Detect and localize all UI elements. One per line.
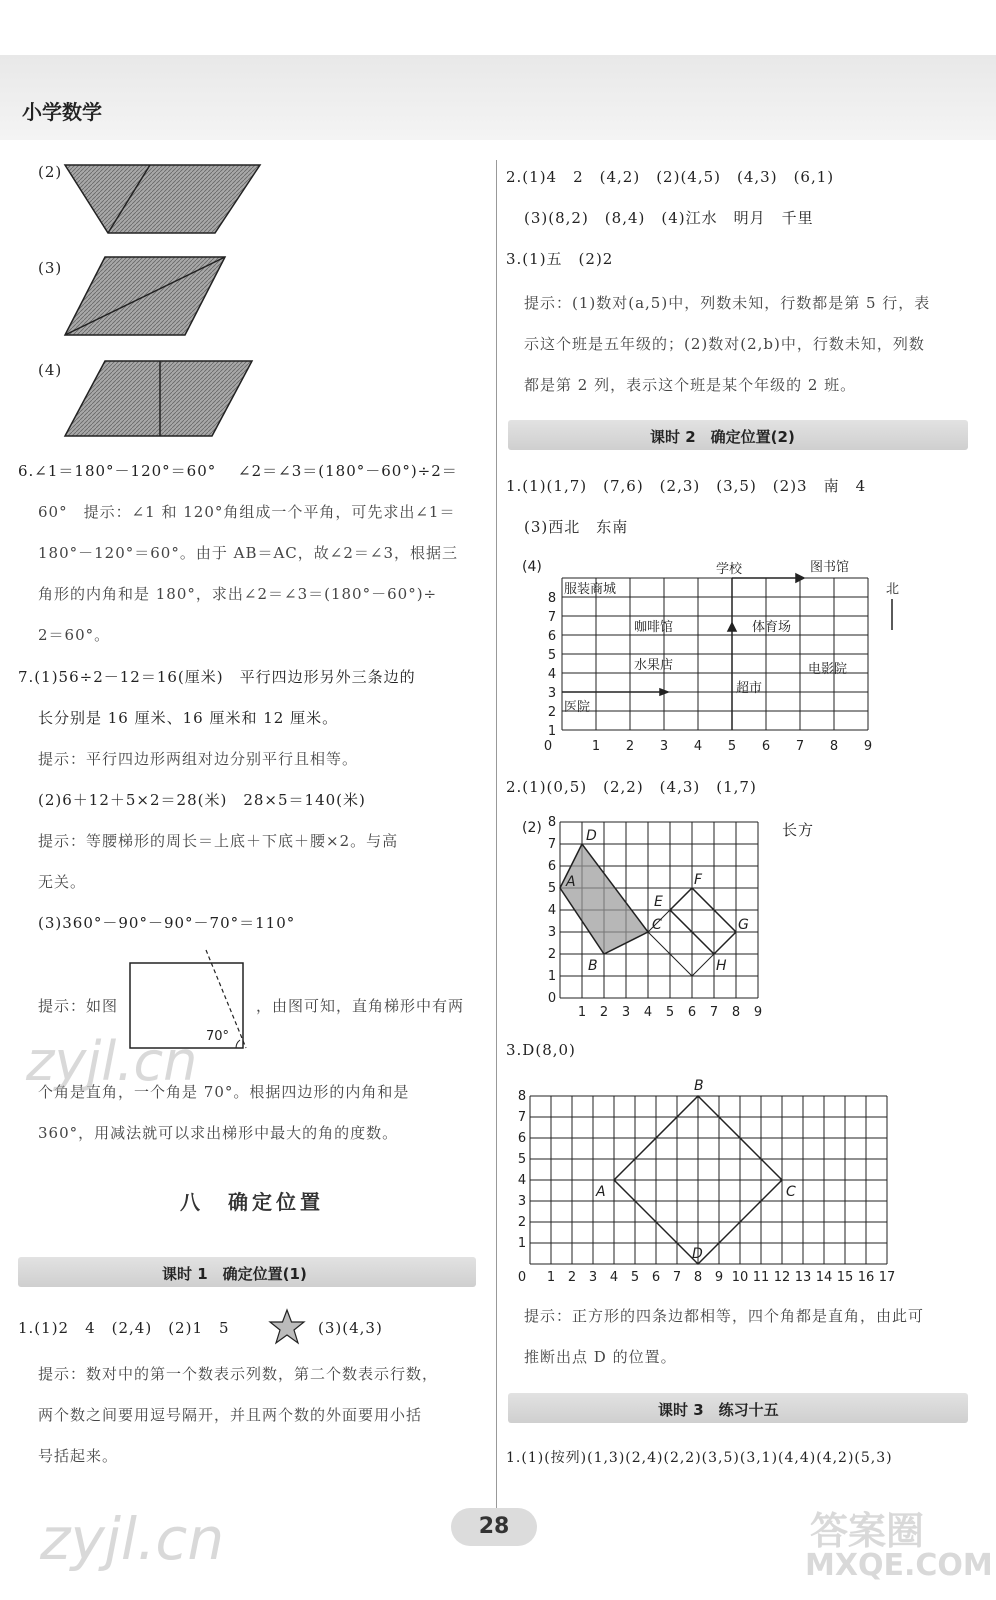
l1-hint-1: 提示：数对中的第一个数表示列数，第二个数表示行数，	[38, 1365, 439, 1383]
svg-text:4: 4	[547, 903, 557, 918]
svg-text:3: 3	[588, 1270, 598, 1285]
l1-q1-before: 1.(1)2 4 (2,4) (2)1 5	[18, 1319, 230, 1337]
map-y-tick-4: 4	[547, 667, 557, 682]
map-y-tick-3: 3	[547, 686, 557, 701]
map-grid	[562, 578, 868, 730]
svg-text:10: 10	[731, 1270, 749, 1285]
watermark-3: 答案圈	[810, 1509, 925, 1553]
map-y-tick-1: 1	[547, 724, 557, 739]
svg-text:3: 3	[621, 1005, 631, 1020]
square-grid	[512, 1076, 897, 1288]
place-2: 咖啡馆	[634, 620, 674, 635]
q7-p1-line-1: 7.(1)56÷2－12＝16(厘米) 平行四边形另外三条边的	[18, 668, 416, 686]
svg-text:2: 2	[567, 1270, 577, 1285]
svg-text:7: 7	[672, 1270, 682, 1285]
svg-text:11: 11	[752, 1270, 770, 1285]
svg-text:9: 9	[753, 1005, 763, 1020]
q7-p3-hint-after: ，由图可知，直角梯形中有两	[256, 997, 465, 1015]
l1-hint-3: 号括起来。	[38, 1447, 119, 1465]
watermark-1: zyjl.cn	[26, 1030, 198, 1093]
svg-text:5: 5	[630, 1270, 640, 1285]
map-y-tick-6: 6	[547, 629, 557, 644]
grid3-point-B: B	[694, 1078, 704, 1094]
angle-label: 70°	[206, 1029, 230, 1044]
figure-4	[60, 356, 260, 441]
svg-text:8: 8	[517, 1089, 527, 1104]
svg-text:2: 2	[517, 1215, 527, 1230]
north-label: 北	[886, 582, 900, 597]
fig-label-3: (3)	[38, 259, 63, 277]
svg-text:1: 1	[546, 1270, 556, 1285]
r-q3-hint-1: 提示：(1)数对(a,5)中，列数未知，行数都是第 5 行，表	[524, 294, 931, 312]
r-q3-hint-3: 都是第 2 列，表示这个班是某个年级的 2 班。	[524, 376, 857, 394]
fig-label-4: (4)	[38, 361, 63, 379]
svg-text:0: 0	[517, 1270, 527, 1285]
header-band	[0, 55, 996, 140]
r-q3-hint-2: 示这个班是五年级的；(2)数对(2,b)中，行数未知，列数	[524, 335, 925, 353]
fig-label-2: (2)	[38, 163, 63, 181]
q7-p1-line-2: 长分别是 16 厘米、16 厘米和 12 厘米。	[38, 709, 339, 727]
map-x-tick-3: 3	[659, 739, 669, 754]
svg-text:7: 7	[709, 1005, 719, 1020]
svg-text:5: 5	[547, 881, 557, 896]
map-x-tick-2: 2	[625, 739, 635, 754]
map-y-tick-7: 7	[547, 610, 557, 625]
figure-3	[60, 252, 230, 342]
map-x-tick-9: 9	[863, 739, 873, 754]
position-map	[518, 555, 908, 760]
q7-p2-hint-2: 无关。	[38, 873, 87, 891]
grid2-point-H: H	[716, 958, 727, 974]
svg-text:5: 5	[665, 1005, 675, 1020]
svg-text:4: 4	[517, 1173, 527, 1188]
q7-p3-line-2: 个角是直角，一个角是 70°。根据四边形的内角和是	[38, 1083, 410, 1101]
l3-q1: 1.(1)(按列)(1,3)(2,4)(2,2)(3,5)(3,1)(4,4)(4,2)(5,3)	[506, 1450, 893, 1466]
map-y-tick-8: 8	[547, 591, 557, 606]
svg-text:17: 17	[878, 1270, 896, 1285]
l2-q3-hint-1: 提示：正方形的四条边都相等，四个角都是直角，由此可	[524, 1307, 925, 1325]
svg-text:6: 6	[687, 1005, 697, 1020]
l2-q3-hint-2: 推断出点 D 的位置。	[524, 1348, 677, 1366]
svg-text:6: 6	[651, 1270, 661, 1285]
svg-text:9: 9	[714, 1270, 724, 1285]
q7-p2-hint-1: 提示：等腰梯形的周长＝上底＋下底＋腰×2。与高	[38, 832, 399, 850]
svg-text:1: 1	[547, 969, 557, 984]
grid3-point-D: D	[692, 1246, 703, 1262]
watermark-2: zyjl.cn	[40, 1505, 225, 1573]
q6-line-3: 180°－120°＝60°。由于 AB＝AC，故∠2＝∠3，根据三	[38, 544, 459, 562]
grid2-point-E: E	[654, 894, 663, 910]
unit-title: 八 确定位置	[180, 1190, 324, 1214]
svg-text:1: 1	[577, 1005, 587, 1020]
place-3: 水果店	[634, 658, 674, 673]
grid2-note: 长方	[782, 821, 815, 839]
map-x-tick-8: 8	[829, 739, 839, 754]
figure-2	[60, 160, 270, 240]
map-x-tick-5: 5	[727, 739, 737, 754]
map-x-tick-0: 0	[543, 739, 553, 754]
map-label: (4)	[522, 559, 542, 575]
l1-q1-after: (3)(4,3)	[318, 1319, 383, 1337]
subject-title: 小学数学	[22, 100, 102, 124]
r-q2-line-1: 2.(1)4 2 (4,2) (2)(4,5) (4,3) (6,1)	[506, 168, 835, 186]
l1-hint-2: 两个数之间要用逗号隔开，并且两个数的外面要用小括	[38, 1406, 423, 1424]
svg-text:0: 0	[547, 991, 557, 1006]
map-x-tick-6: 6	[761, 739, 771, 754]
map-y-tick-2: 2	[547, 705, 557, 720]
q7-p3-hint-before: 提示：如图	[38, 997, 119, 1015]
svg-text:13: 13	[794, 1270, 812, 1285]
q6-line-5: 2＝60°。	[38, 626, 111, 644]
r-q3: 3.(1)五 (2)2	[506, 250, 614, 268]
map-x-tick-1: 1	[591, 739, 601, 754]
svg-text:1: 1	[517, 1236, 527, 1251]
svg-text:6: 6	[547, 859, 557, 874]
lesson-3-title: 课时 3 练习十五	[658, 1401, 779, 1419]
place-9: 超市	[736, 681, 763, 696]
svg-text:7: 7	[517, 1110, 527, 1125]
svg-text:8: 8	[731, 1005, 741, 1020]
svg-text:2: 2	[599, 1005, 609, 1020]
grid2-point-A: A	[566, 874, 576, 890]
q7-p3-line-3: 360°，用减法就可以求出梯形中最大的角的度数。	[38, 1124, 399, 1142]
lesson-2-title: 课时 2 确定位置(2)	[650, 428, 795, 446]
q7-p3: (3)360°－90°－90°－70°＝110°	[38, 914, 296, 932]
q7-p1-hint: 提示：平行四边形两组对边分别平行且相等。	[38, 750, 359, 768]
l2-q3: 3.D(8,0)	[506, 1041, 576, 1059]
svg-text:15: 15	[836, 1270, 854, 1285]
grid2-point-D: D	[586, 828, 597, 844]
map-x-tick-4: 4	[693, 739, 703, 754]
svg-text:7: 7	[547, 837, 557, 852]
svg-text:6: 6	[517, 1131, 527, 1146]
place-5: 学校	[716, 562, 743, 577]
shape-grid	[518, 814, 778, 1024]
place-7: 体育场	[752, 620, 792, 635]
map-x-tick-7: 7	[795, 739, 805, 754]
l2-q1-line-2: (3)西北 东南	[524, 518, 629, 536]
q6-line-4: 角形的内角和是 180°，求出∠2＝∠3＝(180°－60°)÷	[38, 585, 438, 603]
svg-text:3: 3	[547, 925, 557, 940]
svg-text:12: 12	[773, 1270, 791, 1285]
l2-q1-line-1: 1.(1)(1,7) (7,6) (2,3) (3,5) (2)3 南 4	[506, 477, 867, 495]
svg-text:8: 8	[547, 815, 557, 830]
svg-text:3: 3	[517, 1194, 527, 1209]
column-divider	[496, 160, 497, 1520]
grid2-point-B: B	[588, 958, 598, 974]
grid3-point-C: C	[786, 1184, 796, 1200]
place-4: 医院	[564, 700, 591, 715]
place-8: 电影院	[808, 662, 848, 677]
grid2-point-F: F	[694, 872, 703, 888]
grid2-point-G: G	[738, 917, 749, 933]
svg-text:4: 4	[643, 1005, 653, 1020]
svg-text:2: 2	[547, 947, 557, 962]
grid2-point-C: C	[652, 917, 662, 933]
svg-text:4: 4	[609, 1270, 619, 1285]
svg-text:8: 8	[693, 1270, 703, 1285]
r-q2-line-2: (3)(8,2) (8,4) (4)江水 明月 千里	[524, 209, 814, 227]
svg-text:16: 16	[857, 1270, 875, 1285]
q7-p2: (2)6＋12＋5×2＝28(米) 28×5＝140(米)	[38, 791, 366, 809]
place-1: 服装商城	[564, 582, 617, 597]
grid2-label: (2)	[522, 820, 542, 836]
star-icon	[268, 1308, 306, 1346]
place-6: 图书馆	[810, 560, 850, 575]
q6-line-1: 6.∠1＝180°－120°＝60° ∠2＝∠3＝(180°－60°)÷2＝	[18, 462, 458, 480]
lesson-1-title: 课时 1 确定位置(1)	[162, 1265, 307, 1283]
svg-text:14: 14	[815, 1270, 833, 1285]
l2-q2-line-1: 2.(1)(0,5) (2,2) (4,3) (1,7)	[506, 778, 757, 796]
q6-line-2: 60° 提示：∠1 和 120°角组成一个平角，可先求出∠1＝	[38, 503, 456, 521]
page-number: 28	[451, 1508, 537, 1546]
map-y-tick-5: 5	[547, 648, 557, 663]
grid3-point-A: A	[596, 1184, 606, 1200]
svg-text:5: 5	[517, 1152, 527, 1167]
watermark-4: MXQE.COM	[805, 1548, 993, 1583]
